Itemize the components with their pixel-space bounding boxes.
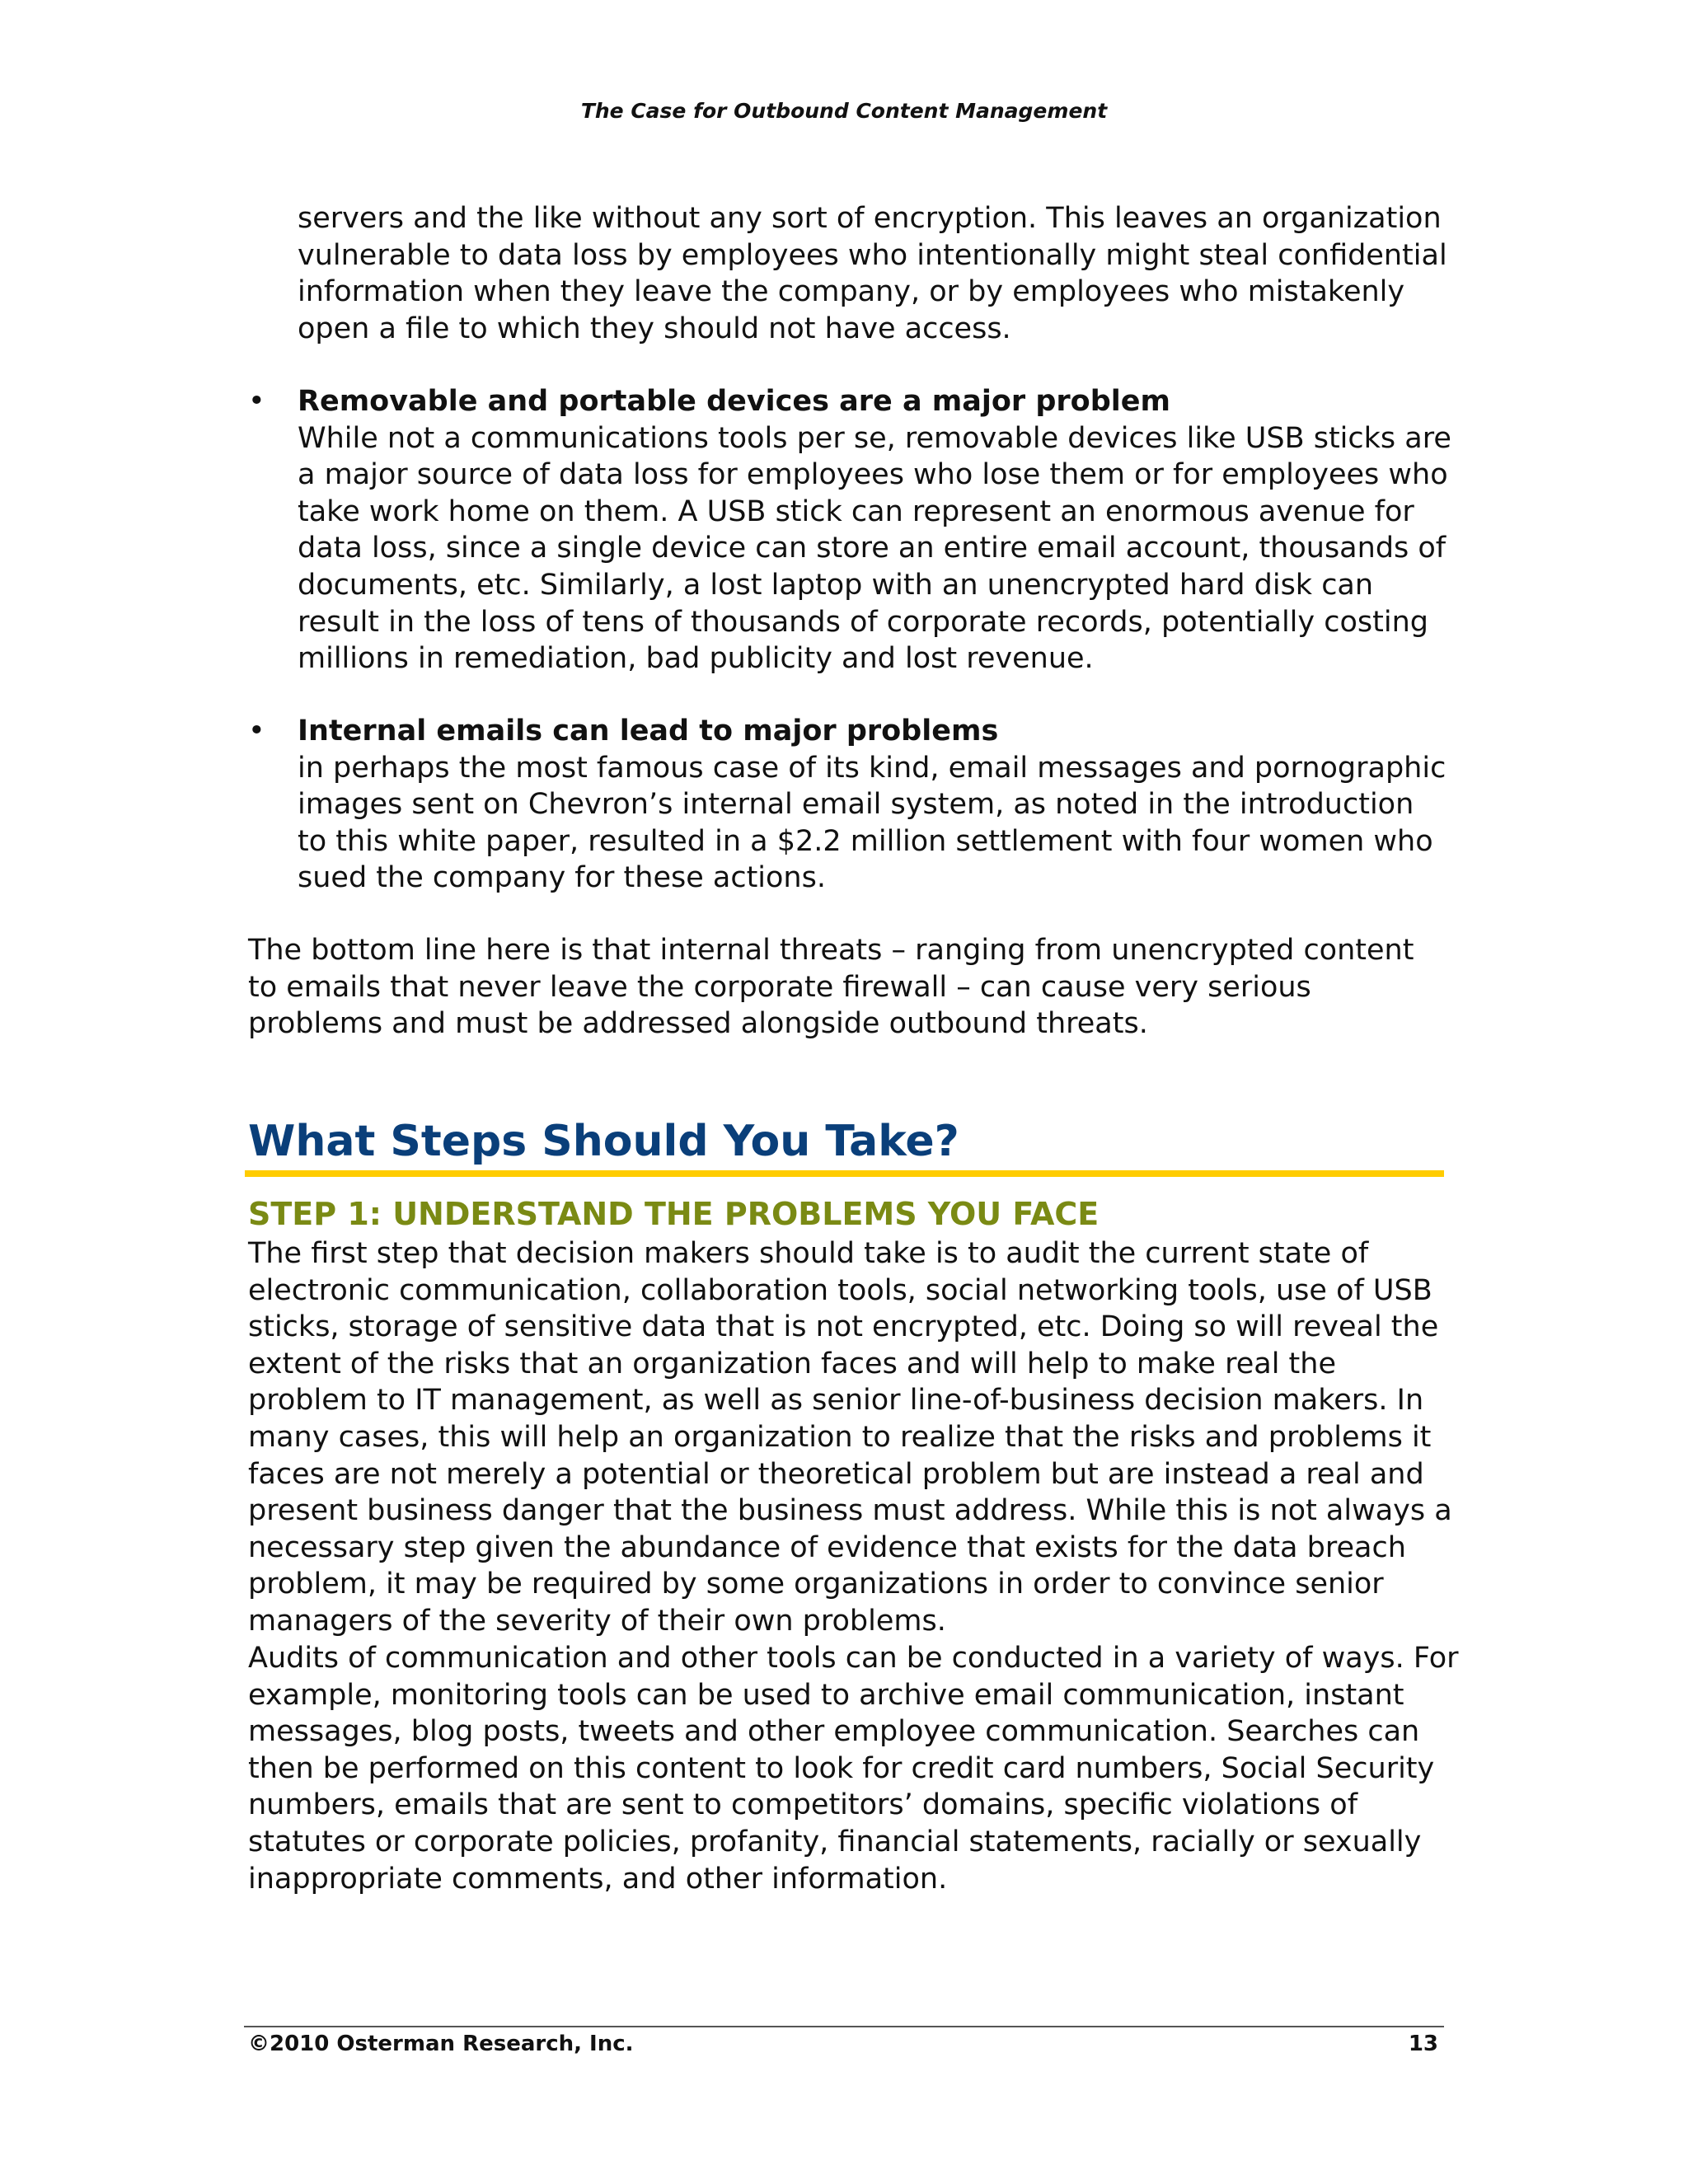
section-heading: What Steps Should You Take? (248, 1117, 959, 1166)
bullet-body: in perhaps the most famous case of its kind, email messages and pornographic images sent on Chevron’s internal email system, as noted in the introduction to this white paper, resulted in a $2.2 million settlement with four women who sued the company for these actions. (298, 751, 1447, 895)
step-paragraph: Audits of communication and other tools can be conducted in a variety of ways. For example, monitoring tools can be used to archive email communication, instant messages, blog posts, tweets and other employee communication. Searches can then be performed on this content to look for credit card numbers, Social Security numbers, emails that are sent to competitors’ domains, specific violations of statutes or corporate policies, profanity, financial statements, racially or sexually inappropriate comments, and other information. (248, 1642, 1459, 1896)
page-number: 13 (1408, 2032, 1438, 2056)
footer-rule (244, 2026, 1444, 2027)
summary-paragraph: The bottom line here is that internal threats – ranging from unencrypted content to emails that never leave the corporate firewall – can cause very serious problems and must be addressed alongside outbound threats. (248, 934, 1414, 1041)
section-heading-rule (245, 1170, 1444, 1177)
bullet-item-internal-emails (248, 713, 1451, 897)
bullet-marker: • (248, 385, 265, 418)
bullet-title: Internal emails can lead to major problems (298, 715, 999, 748)
step-paragraph: The first step that decision makers should take is to audit the current state of electronic communication, collaboration tools, social networking tools, use of USB sticks, storage of sensitive data that is not encrypted, etc. Doing so will reveal the extent of the risks that an organization faces and will help to make real the problem to IT management, as well as senior line-of-business decision makers. In many cases, this will help an organization to realize that the risks and problems it faces are not merely a potential or theoretical problem but are instead a real and present business danger that the business must address. While this is not always a necessary step given the abundance of evidence that exists for the data breach problem, it may be required by some organizations in order to convince senior managers of the severity of their own problems. (248, 1237, 1452, 1638)
footer-copyright: ©2010 Osterman Research, Inc. (248, 2032, 634, 2056)
step-heading: STEP 1: UNDERSTAND THE PROBLEMS YOU FACE (248, 1196, 1100, 1232)
bullet-title: Removable and portable devices are a major problem (298, 385, 1170, 418)
bullet-body: While not a communications tools per se, removable devices like USB sticks are a major source of data loss for employees who lose them or for employees who take work home on them. A USB stick can represent an enormous avenue for data loss, since a single device can store an entire email account, thousands of documents, etc. Similarly, a lost laptop with an unencrypted hard disk can result in the loss of tens of thousands of corporate records, potentially costing millions in remediation, bad publicity and lost revenue. (298, 421, 1451, 676)
bullet-item-removable-devices (248, 383, 1451, 677)
continuation-paragraph: servers and the like without any sort of encryption. This leaves an organization vulnerable to data loss by employees who intentionally might steal confidential information when they leave the company, or by employees who mistakenly open a file to which they should not have access. (298, 202, 1447, 345)
running-header: The Case for Outbound Content Management (580, 99, 1108, 123)
bullet-marker: • (248, 715, 265, 748)
